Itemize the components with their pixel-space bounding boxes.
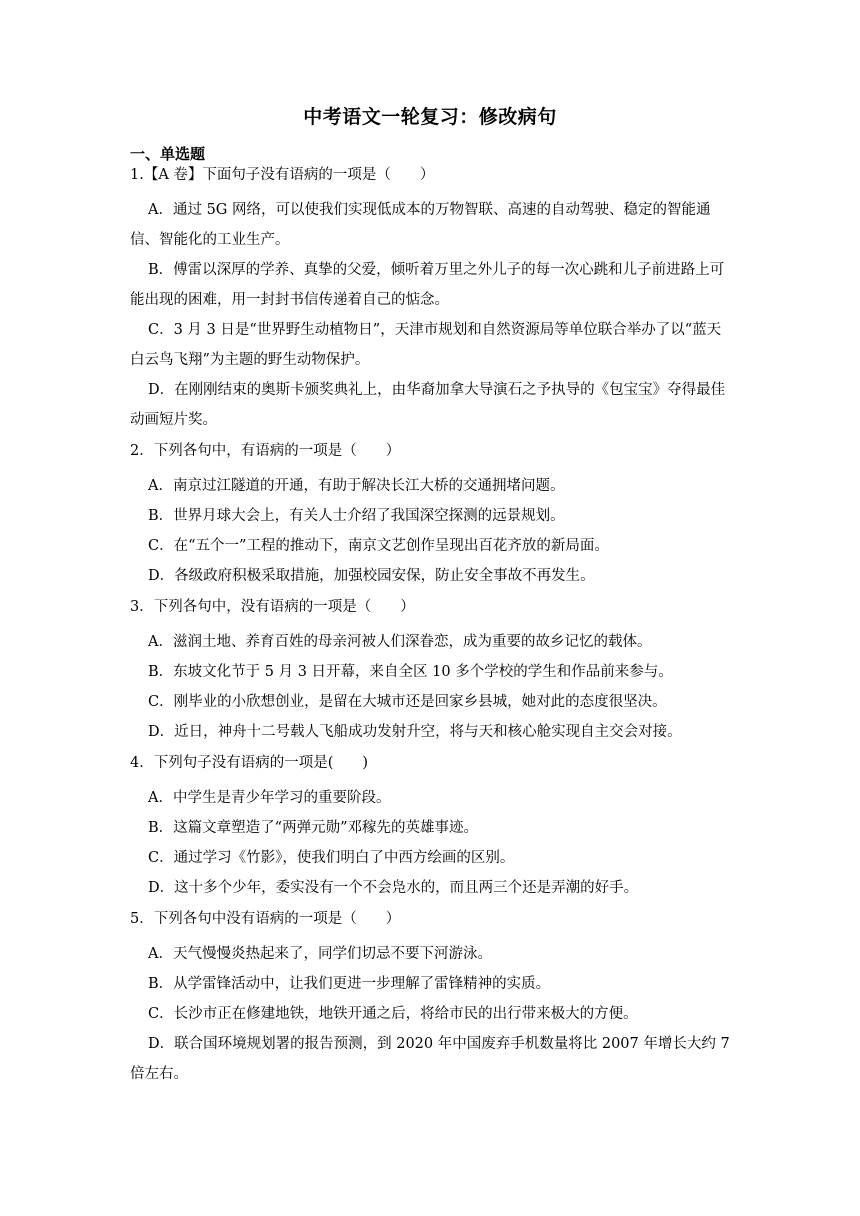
option-c: C．长沙市正在修建地铁，地铁开通之后，将给市民的出行带来极大的方便。 — [148, 1006, 638, 1022]
question-1 — [130, 165, 730, 435]
option-b: B．东坡文化节于 5 月 3 日开幕，来自全区 10 多个学校的学生和作品前来参与。 — [148, 664, 673, 680]
option-c: C．通过学习《竹影》，使我们明白了中西方绘画的区别。 — [148, 850, 515, 866]
option-b: B．从学雷锋活动中，让我们更进一步理解了雷锋精神的实质。 — [148, 976, 551, 992]
question-stem: 3．下列各句中，没有语病的一项是（ ） — [130, 599, 415, 615]
document-title: 中考语文一轮复习：修改病句 — [303, 106, 557, 128]
option-b: B．这篇文章塑造了“两弹元勋”邓稼先的英雄事迹。 — [148, 820, 478, 836]
question-3 — [130, 597, 730, 747]
option-b: B．傅雷以深厚的学养、真挚的父爱，倾听着万里之外儿子的每一次心跳和儿子前进路上可能出现的困难，用一封封书信传递着自己的惦念。 — [130, 262, 725, 308]
option-d: D．近日，神舟十二号载人飞船成功发射升空，将与天和核心舱实现自主交会对接。 — [148, 724, 682, 740]
question-stem: 2．下列各句中，有语病的一项是（ ） — [130, 443, 401, 459]
option-c: C．刚毕业的小欣想创业，是留在大城市还是回家乡县城，她对此的态度很坚决。 — [148, 694, 667, 710]
question-list — [130, 165, 730, 1095]
option-c: C．在“五个一”工程的推动下，南京文艺创作呈现出百花齐放的新局面。 — [148, 538, 609, 554]
question-stem: 1.【A 卷】下面句子没有语病的一项是（ ） — [130, 167, 435, 183]
option-d: D．联合国环境规划署的报告预测，到 2020 年中国废弃手机数量将比 2007 年增长大约 7 倍左右。 — [130, 1036, 730, 1082]
section-heading: 一、单选题 — [130, 145, 206, 163]
option-b: B．世界月球大会上，有关人士介绍了我国深空探测的远景规划。 — [148, 508, 565, 524]
option-d: D．这十多个少年，委实没有一个不会凫水的，而且两三个还是弄潮的好手。 — [148, 880, 639, 896]
question-stem: 5．下列各句中没有语病的一项是（ ） — [130, 911, 401, 927]
option-d: D．各级政府积极采取措施，加强校园安保，防止安全事故不再发生。 — [148, 568, 595, 584]
question-5 — [130, 909, 730, 1089]
option-a: A．通过 5G 网络，可以使我们实现低成本的万物智联、高速的自动驾驶、稳定的智能通信、智能化的工业生产。 — [130, 202, 711, 248]
question-4 — [130, 753, 730, 903]
option-a: A．南京过江隧道的开通，有助于解决长江大桥的交通拥堵问题。 — [148, 478, 565, 494]
question-stem: 4．下列句子没有语病的一项是( ) — [130, 755, 369, 771]
option-d: D．在刚刚结束的奥斯卡颁奖典礼上，由华裔加拿大导演石之予执导的《包宝宝》夺得最佳动画短片奖。 — [130, 382, 726, 428]
option-a: A．天气慢慢炎热起来了，同学们切忌不要下河游泳。 — [148, 946, 492, 962]
option-a: A．中学生是青少年学习的重要阶段。 — [148, 790, 391, 806]
option-c: C．3 月 3 日是“世界野生动植物日”，天津市规划和自然资源局等单位联合举办了以“蓝天白云鸟飞翔”为主题的野生动物保护。 — [130, 322, 722, 368]
question-2 — [130, 441, 730, 591]
option-a: A．滋润土地、养育百姓的母亲河被人们深眷恋，成为重要的故乡记忆的载体。 — [148, 634, 652, 650]
